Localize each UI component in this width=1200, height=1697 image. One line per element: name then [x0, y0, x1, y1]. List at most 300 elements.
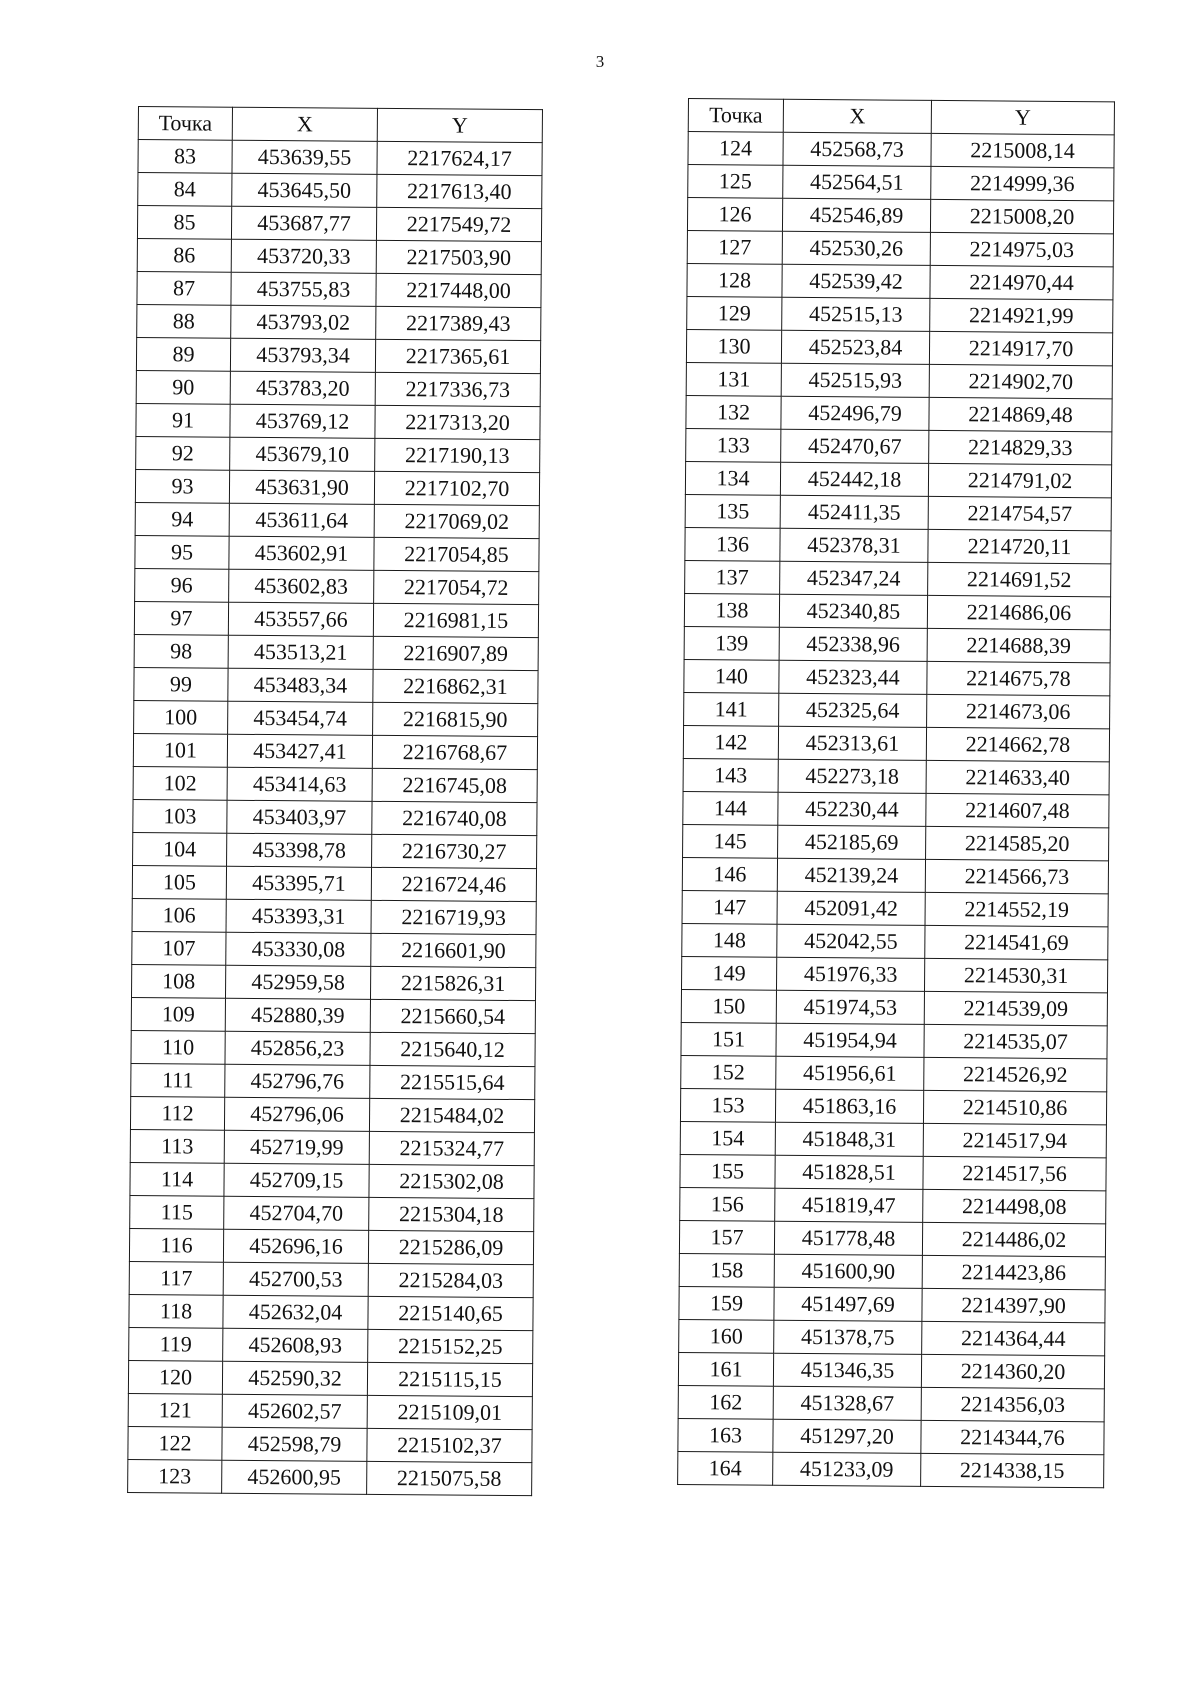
cell-point: 151	[681, 1022, 776, 1056]
cell-y: 2215152,25	[368, 1329, 533, 1363]
table-row	[678, 1385, 1104, 1421]
cell-point: 134	[685, 461, 780, 495]
cell-y: 2214364,44	[922, 1321, 1105, 1355]
cell-y: 2214720,11	[928, 529, 1111, 563]
cell-point: 132	[686, 395, 781, 429]
cell-y: 2214686,06	[927, 595, 1110, 629]
table-header	[688, 99, 1114, 135]
table-row	[678, 1418, 1104, 1454]
table-row	[682, 923, 1108, 959]
table-row	[133, 733, 537, 769]
table-row	[128, 1360, 532, 1396]
cell-x: 453639,55	[232, 140, 377, 174]
table-row	[678, 1451, 1104, 1487]
cell-point: 118	[129, 1294, 223, 1328]
cell-point: 127	[687, 230, 782, 264]
table-row	[129, 1261, 533, 1297]
cell-x: 452959,58	[225, 965, 370, 999]
cell-y: 2217613,40	[377, 174, 542, 208]
cell-point: 84	[138, 173, 232, 207]
cell-x: 451497,69	[774, 1287, 922, 1321]
cell-x: 453454,74	[228, 701, 373, 735]
cell-y: 2216730,27	[372, 834, 537, 868]
column-header-point: Точка	[688, 99, 783, 133]
cell-point: 112	[130, 1096, 224, 1130]
cell-x: 451863,16	[775, 1089, 923, 1123]
cell-point: 116	[129, 1228, 223, 1262]
table-row	[687, 230, 1113, 266]
table-row	[678, 1352, 1104, 1388]
table-row	[129, 1294, 533, 1330]
cell-x: 451848,31	[775, 1122, 923, 1156]
cell-x: 452598,79	[222, 1427, 367, 1461]
cell-x: 452590,32	[222, 1361, 367, 1395]
cell-y: 2217624,17	[377, 141, 542, 175]
cell-y: 2215484,02	[369, 1098, 534, 1132]
cell-x: 451297,20	[773, 1419, 921, 1453]
cell-point: 145	[683, 824, 778, 858]
cell-point: 147	[682, 890, 777, 924]
table-body	[128, 140, 543, 1496]
cell-y: 2214675,78	[927, 661, 1110, 695]
cell-point: 135	[685, 494, 780, 528]
cell-y: 2214754,57	[928, 496, 1111, 530]
table-row	[688, 165, 1114, 201]
cell-point: 138	[684, 593, 779, 627]
table-row	[685, 494, 1111, 530]
cell-point: 107	[132, 931, 226, 965]
cell-point: 129	[687, 296, 782, 330]
cell-x: 452602,57	[222, 1394, 367, 1428]
table-row	[681, 956, 1107, 992]
cell-x: 453611,64	[229, 503, 374, 537]
cell-x: 453513,21	[228, 635, 373, 669]
cell-point: 90	[136, 370, 230, 404]
table-row	[135, 502, 539, 538]
cell-y: 2214541,69	[925, 925, 1108, 959]
table-row	[130, 1129, 534, 1165]
table-row	[681, 989, 1107, 1025]
table-row	[131, 1063, 535, 1099]
cell-point: 152	[681, 1055, 776, 1089]
cell-x: 452338,96	[779, 627, 927, 661]
cell-y: 2216862,31	[373, 669, 538, 703]
cell-y: 2216815,90	[373, 702, 538, 736]
table-row	[680, 1154, 1106, 1190]
cell-point: 140	[684, 659, 779, 693]
cell-y: 2214510,86	[923, 1090, 1106, 1124]
table-row	[134, 667, 538, 703]
cell-x: 451600,90	[774, 1254, 922, 1288]
cell-point: 154	[680, 1121, 775, 1155]
cell-x: 451378,75	[774, 1320, 922, 1354]
cell-x: 452378,31	[780, 528, 928, 562]
cell-x: 453720,33	[231, 239, 376, 273]
cell-x: 452042,55	[777, 924, 925, 958]
cell-y: 2215302,08	[369, 1164, 534, 1198]
table-row	[128, 1393, 532, 1429]
cell-x: 453793,34	[230, 338, 375, 372]
table-body	[678, 132, 1115, 1488]
table-row	[129, 1327, 533, 1363]
cell-y: 2216981,15	[373, 603, 538, 637]
cell-point: 164	[678, 1451, 773, 1485]
table-row	[685, 461, 1111, 497]
table-row	[682, 890, 1108, 926]
cell-y: 2215324,77	[369, 1131, 534, 1165]
cell-point: 143	[683, 758, 778, 792]
cell-y: 2214344,76	[921, 1420, 1104, 1454]
cell-point: 86	[137, 238, 231, 272]
cell-y: 2215304,18	[369, 1197, 534, 1231]
cell-y: 2215102,37	[367, 1428, 532, 1462]
cell-point: 122	[128, 1426, 222, 1460]
table-row	[686, 395, 1112, 431]
cell-x: 453557,66	[228, 602, 373, 636]
cell-y: 2217336,73	[375, 372, 540, 406]
cell-point: 130	[686, 329, 781, 363]
cell-y: 2216719,93	[371, 900, 536, 934]
table-row	[680, 1187, 1106, 1223]
table-row	[128, 1426, 532, 1462]
cell-y: 2217190,13	[375, 438, 540, 472]
cell-y: 2215826,31	[370, 966, 535, 1000]
cell-point: 161	[678, 1352, 773, 1386]
cell-y: 2216724,46	[371, 867, 536, 901]
cell-point: 162	[678, 1385, 773, 1419]
cell-y: 2214585,20	[926, 826, 1109, 860]
cell-point: 159	[679, 1286, 774, 1320]
table-row	[681, 1055, 1107, 1091]
table-row	[684, 659, 1110, 695]
column-header-y: Y	[931, 100, 1114, 134]
cell-x: 451819,47	[775, 1188, 923, 1222]
cell-x: 453403,97	[227, 800, 372, 834]
cell-point: 124	[688, 132, 783, 166]
cell-x: 453645,50	[232, 173, 377, 207]
cell-x: 453769,12	[230, 404, 375, 438]
cell-x: 451328,67	[773, 1386, 921, 1420]
table-row	[130, 1096, 534, 1132]
cell-point: 126	[687, 198, 782, 232]
cell-y: 2214397,90	[922, 1288, 1105, 1322]
cell-x: 453427,41	[227, 734, 372, 768]
table-row	[680, 1121, 1106, 1157]
cell-y: 2217503,90	[376, 240, 541, 274]
cell-point: 88	[137, 304, 231, 338]
cell-x: 452696,16	[223, 1229, 368, 1263]
cell-point: 96	[135, 568, 229, 602]
cell-y: 2216907,89	[373, 636, 538, 670]
cell-point: 163	[678, 1418, 773, 1452]
cell-y: 2214517,56	[923, 1156, 1106, 1190]
table-row	[679, 1253, 1105, 1289]
table-row	[686, 362, 1112, 398]
cell-y: 2214526,92	[924, 1057, 1107, 1091]
cell-x: 452796,76	[225, 1064, 370, 1098]
cell-x: 452323,44	[779, 660, 927, 694]
cell-point: 83	[138, 140, 232, 174]
table-row	[133, 799, 537, 835]
table-row	[686, 329, 1112, 365]
cell-x: 452608,93	[223, 1328, 368, 1362]
cell-point: 115	[130, 1195, 224, 1229]
cell-point: 91	[136, 403, 230, 437]
cell-y: 2214535,07	[924, 1024, 1107, 1058]
table-row	[138, 140, 542, 176]
cell-point: 121	[128, 1393, 222, 1427]
table-row	[134, 634, 538, 670]
cell-point: 101	[133, 733, 227, 767]
cell-y: 2214869,48	[929, 397, 1112, 431]
cell-x: 452313,61	[778, 726, 926, 760]
cell-point: 150	[681, 989, 776, 1023]
table-row	[683, 725, 1109, 761]
coordinates-table-right	[677, 98, 1115, 1488]
table-row	[683, 791, 1109, 827]
cell-y: 2217448,00	[376, 273, 541, 307]
table-row	[681, 1022, 1107, 1058]
cell-y: 2214360,20	[921, 1354, 1104, 1388]
cell-point: 110	[131, 1030, 225, 1064]
cell-x: 451976,33	[776, 957, 924, 991]
cell-x: 452796,06	[224, 1097, 369, 1131]
cell-y: 2215286,09	[368, 1230, 533, 1264]
cell-y: 2217313,20	[375, 405, 540, 439]
cell-x: 453395,71	[226, 866, 371, 900]
cell-x: 452347,24	[780, 561, 928, 595]
cell-point: 160	[679, 1319, 774, 1353]
cell-point: 149	[681, 956, 776, 990]
column-header-x: X	[232, 107, 377, 141]
cell-x: 452632,04	[223, 1295, 368, 1329]
cell-x: 452530,26	[782, 231, 930, 265]
cell-x: 452564,51	[783, 165, 931, 199]
cell-y: 2214498,08	[923, 1189, 1106, 1223]
table-row	[686, 428, 1112, 464]
cell-x: 453602,83	[229, 569, 374, 603]
cell-x: 453793,02	[231, 305, 376, 339]
cell-y: 2217549,72	[376, 207, 541, 241]
cell-y: 2215109,01	[367, 1395, 532, 1429]
cell-x: 452470,67	[781, 429, 929, 463]
cell-x: 452709,15	[224, 1163, 369, 1197]
coordinates-table-left	[127, 106, 543, 1496]
table-row	[137, 271, 541, 307]
cell-point: 155	[680, 1154, 775, 1188]
cell-y: 2214486,02	[922, 1222, 1105, 1256]
cell-x: 452230,44	[778, 792, 926, 826]
cell-y: 2214791,02	[928, 463, 1111, 497]
cell-y: 2217102,70	[374, 471, 539, 505]
table-row	[128, 1459, 532, 1495]
cell-y: 2215008,14	[931, 133, 1114, 167]
header-row	[688, 99, 1114, 135]
cell-point: 113	[130, 1129, 224, 1163]
cell-y: 2216740,08	[372, 801, 537, 835]
cell-point: 136	[685, 527, 780, 561]
cell-y: 2214673,06	[927, 694, 1110, 728]
table-row	[688, 132, 1114, 168]
cell-y: 2215115,15	[367, 1362, 532, 1396]
cell-point: 106	[132, 898, 226, 932]
cell-y: 2216745,08	[372, 768, 537, 802]
cell-x: 452880,39	[225, 998, 370, 1032]
table-row	[136, 436, 540, 472]
cell-x: 453414,63	[227, 767, 372, 801]
cell-point: 156	[680, 1187, 775, 1221]
table-row	[137, 206, 541, 242]
cell-y: 2215008,20	[930, 199, 1113, 233]
cell-point: 102	[133, 766, 227, 800]
cell-y: 2215075,58	[367, 1461, 532, 1495]
cell-point: 144	[683, 791, 778, 825]
table-row	[679, 1286, 1105, 1322]
cell-y: 2216768,67	[372, 735, 537, 769]
table-header	[138, 107, 542, 143]
table-row	[683, 758, 1109, 794]
cell-y: 2214691,52	[928, 562, 1111, 596]
cell-y: 2215140,65	[368, 1296, 533, 1330]
table-row	[683, 824, 1109, 860]
table-row	[131, 964, 535, 1000]
cell-y: 2214517,94	[923, 1123, 1106, 1157]
table-row	[684, 692, 1110, 728]
cell-y: 2214829,33	[929, 430, 1112, 464]
cell-y: 2214921,99	[930, 298, 1113, 332]
cell-x: 453783,20	[230, 371, 375, 405]
cell-y: 2214975,03	[930, 232, 1113, 266]
cell-x: 453483,34	[228, 668, 373, 702]
cell-x: 452411,35	[780, 495, 928, 529]
cell-y: 2216601,90	[371, 933, 536, 967]
cell-x: 452856,23	[225, 1031, 370, 1065]
table-row	[136, 370, 540, 406]
table-row	[131, 1030, 535, 1066]
cell-point: 125	[688, 165, 783, 199]
cell-x: 453602,91	[229, 536, 374, 570]
cell-y: 2217389,43	[376, 306, 541, 340]
table-row	[132, 865, 536, 901]
table-row	[133, 832, 537, 868]
cell-point: 139	[684, 626, 779, 660]
table-row	[131, 997, 535, 1033]
page-number: 3	[595, 52, 605, 71]
cell-point: 85	[137, 206, 231, 240]
cell-point: 100	[134, 700, 228, 734]
cell-x: 452515,13	[782, 297, 930, 331]
cell-point: 87	[137, 271, 231, 305]
cell-x: 452546,89	[782, 198, 930, 232]
cell-point: 157	[679, 1220, 774, 1254]
table-row	[136, 337, 540, 373]
cell-x: 453755,83	[231, 272, 376, 306]
table-row	[687, 296, 1113, 332]
cell-y: 2217054,85	[374, 537, 539, 571]
cell-y: 2214566,73	[925, 859, 1108, 893]
table-row	[129, 1228, 533, 1264]
column-header-x: X	[783, 99, 931, 133]
cell-y: 2214552,19	[925, 892, 1108, 926]
cell-x: 452704,70	[224, 1196, 369, 1230]
cell-point: 128	[687, 263, 782, 297]
table-row	[134, 601, 538, 637]
cell-x: 451346,35	[773, 1353, 921, 1387]
table-row	[679, 1220, 1105, 1256]
table-row	[682, 857, 1108, 893]
cell-y: 2217054,72	[374, 570, 539, 604]
cell-point: 123	[128, 1459, 222, 1493]
cell-point: 133	[686, 428, 781, 462]
cell-x: 453398,78	[227, 833, 372, 867]
cell-x: 452568,73	[783, 132, 931, 166]
cell-y: 2215660,54	[370, 999, 535, 1033]
cell-y: 2214999,36	[931, 166, 1114, 200]
cell-y: 2214539,09	[924, 991, 1107, 1025]
table-row	[137, 304, 541, 340]
cell-point: 148	[682, 923, 777, 957]
cell-point: 104	[133, 832, 227, 866]
cell-x: 452700,53	[223, 1262, 368, 1296]
cell-point: 120	[128, 1360, 222, 1394]
table-row	[135, 469, 539, 505]
cell-x: 452139,24	[777, 858, 925, 892]
cell-point: 141	[684, 692, 779, 726]
cell-point: 153	[680, 1088, 775, 1122]
column-header-point: Точка	[138, 107, 232, 141]
table-row	[687, 198, 1113, 234]
table-row	[684, 626, 1110, 662]
cell-x: 451828,51	[775, 1155, 923, 1189]
cell-y: 2214902,70	[929, 364, 1112, 398]
cell-y: 2215515,64	[370, 1065, 535, 1099]
table-row	[132, 898, 536, 934]
cell-y: 2214633,40	[926, 760, 1109, 794]
table-row	[135, 535, 539, 571]
cell-point: 117	[129, 1261, 223, 1295]
table-row	[133, 766, 537, 802]
table-row	[130, 1195, 534, 1231]
cell-x: 452719,99	[224, 1130, 369, 1164]
cell-y: 2215284,03	[368, 1263, 533, 1297]
cell-x: 453631,90	[229, 470, 374, 504]
table-row	[138, 173, 542, 209]
cell-y: 2214662,78	[926, 727, 1109, 761]
cell-point: 146	[682, 857, 777, 891]
cell-point: 158	[679, 1253, 774, 1287]
cell-point: 103	[133, 799, 227, 833]
cell-x: 451954,94	[776, 1023, 924, 1057]
cell-point: 137	[685, 560, 780, 594]
cell-y: 2214530,31	[924, 958, 1107, 992]
cell-x: 451233,09	[773, 1452, 921, 1486]
cell-y: 2217069,02	[374, 504, 539, 538]
cell-x: 451956,61	[776, 1056, 924, 1090]
table-row	[134, 700, 538, 736]
cell-y: 2214423,86	[922, 1255, 1105, 1289]
cell-y: 2215640,12	[370, 1032, 535, 1066]
column-header-y: Y	[377, 108, 542, 142]
cell-x: 453687,77	[231, 206, 376, 240]
cell-x: 451778,48	[774, 1221, 922, 1255]
table-row	[680, 1088, 1106, 1124]
cell-point: 95	[135, 535, 229, 569]
cell-x: 452539,42	[782, 264, 930, 298]
cell-y: 2214688,39	[927, 628, 1110, 662]
cell-point: 131	[686, 362, 781, 396]
table-row	[685, 560, 1111, 596]
cell-x: 452185,69	[778, 825, 926, 859]
